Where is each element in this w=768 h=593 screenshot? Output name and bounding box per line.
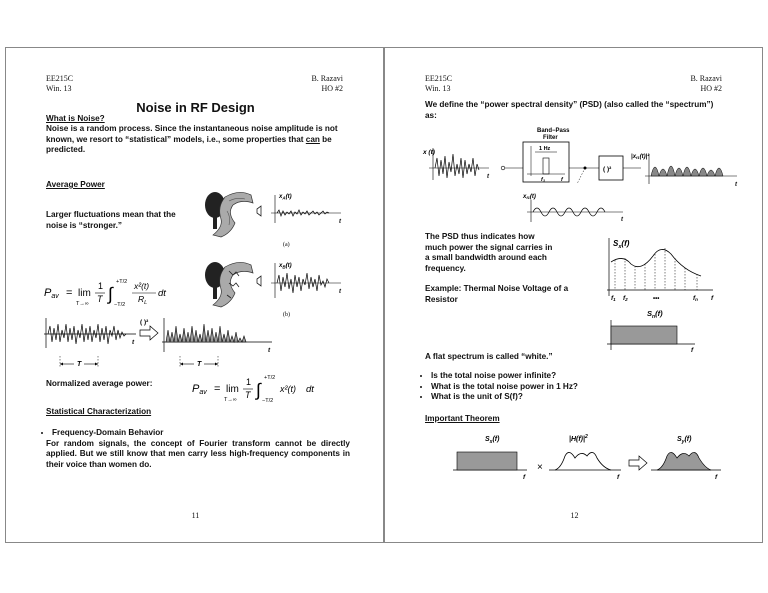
- average-power-heading: Average Power: [46, 180, 105, 189]
- page-title: Noise in RF Design: [136, 100, 255, 115]
- squared-output-waveform: [651, 166, 723, 176]
- svg-text:( )²: ( )²: [140, 319, 149, 326]
- page-12: [384, 47, 763, 543]
- svg-text:f1: f1: [611, 295, 616, 302]
- svg-text:x²(t): x²(t): [134, 281, 150, 291]
- page-11: [5, 47, 384, 543]
- svg-text:•••: •••: [653, 296, 660, 302]
- svg-text:T: T: [77, 361, 82, 368]
- microphone-icon: [257, 276, 261, 286]
- svg-text:f2: f2: [623, 295, 628, 302]
- list-item: • What is the total noise power in 1 Hz?: [431, 382, 719, 393]
- svg-text:Pav: Pav: [192, 383, 207, 396]
- svg-text:f1: f1: [541, 177, 546, 183]
- svg-text:1: 1: [98, 281, 104, 291]
- input-spectrum: [457, 452, 517, 470]
- svg-text:=: =: [214, 383, 221, 395]
- svg-text:|xf1(t)|²: |xf1(t)|²: [631, 154, 650, 160]
- example-text: Example: Thermal Noise Voltage of a Resistor: [425, 284, 569, 304]
- svg-text:lim: lim: [78, 288, 91, 299]
- theorem-heading: Important Theorem: [425, 414, 500, 423]
- svg-text:t: t: [268, 347, 271, 354]
- list-item: • What is the unit of S(f)?: [431, 392, 719, 403]
- svg-text:dt: dt: [306, 384, 314, 395]
- svg-text:x (t): x (t): [423, 149, 435, 156]
- sx-spectrum-plot: [601, 234, 721, 304]
- svg-text:t: t: [339, 219, 341, 225]
- svg-text:=: =: [66, 287, 73, 299]
- header-left: EE215C Win. 13: [425, 74, 453, 93]
- theorem-figure: [445, 432, 725, 482]
- microphone-icon: [257, 206, 261, 216]
- svg-text:(a): (a): [283, 242, 290, 248]
- svg-text:T→∞: T→∞: [224, 397, 237, 403]
- svg-text:T: T: [245, 390, 251, 400]
- xb-label: $x_B(t)$: [279, 263, 292, 270]
- page-number: 12: [570, 511, 579, 520]
- svg-text:f: f: [711, 295, 714, 302]
- svg-text:1: 1: [246, 377, 252, 387]
- header-left: EE215C Win. 13: [46, 74, 74, 93]
- svg-text:t: t: [132, 339, 135, 346]
- white-noise-level: [611, 326, 677, 344]
- svg-text:−T/2: −T/2: [262, 398, 274, 404]
- spectrum-curve: [611, 249, 701, 276]
- svg-text:( )²: ( )²: [603, 166, 612, 173]
- svg-text:∫: ∫: [108, 284, 113, 304]
- fluctuation-text: Larger fluctuations mean that the noise is “stronger.”: [46, 210, 176, 230]
- svg-text:t: t: [735, 182, 737, 188]
- svg-text:fn: fn: [693, 295, 698, 302]
- svg-text:f: f: [715, 474, 718, 481]
- svg-text:t: t: [487, 174, 489, 180]
- svg-text:T: T: [197, 361, 202, 368]
- svg-text:f: f: [691, 347, 694, 352]
- question-list: [419, 371, 719, 403]
- svg-text:t: t: [621, 217, 623, 223]
- svg-text:Filter: Filter: [543, 135, 558, 141]
- svg-text:Sx(f): $S_x(f)$: [613, 239, 630, 250]
- normalized-pav-formula: [190, 370, 330, 406]
- xa-label: $x_A(t)$: [279, 194, 292, 201]
- svg-text:x²(t): x²(t): [280, 384, 296, 394]
- svg-text:Sy(f): $S_y(f)$: [677, 436, 692, 445]
- arrow-right-icon: [629, 456, 647, 470]
- svg-text:lim: lim: [226, 384, 239, 395]
- psd-intro: We define the “power spectral density” (PSD) (also called the “spectrum”) as:: [425, 100, 714, 120]
- svg-text:|H(f)|2: $|H(f)|^2$: [569, 434, 588, 443]
- svg-text:(b): (b): [283, 312, 290, 318]
- river-noise-figure: [191, 183, 371, 323]
- svg-text:T→∞: T→∞: [76, 301, 89, 307]
- frequency-section: • Frequency-Domain Behavior For random signals, the concept of Fourier transform cannot be directly applied. But we still know that men carry less high-frequency components in their voice than women do.: [40, 428, 350, 470]
- svg-text:1 Hz: 1 Hz: [539, 146, 551, 152]
- svg-text:T: T: [97, 294, 103, 304]
- header-right: B. Razavi HO #2: [690, 74, 722, 93]
- sn-white-spectrum: [601, 306, 721, 352]
- white-text: A flat spectrum is called “white.”: [425, 352, 553, 361]
- squaring-figure: [40, 312, 280, 370]
- svg-text:+T/2: +T/2: [264, 375, 276, 381]
- svg-text:−T/2: −T/2: [114, 302, 126, 308]
- normalized-text: Normalized average power:: [46, 379, 153, 388]
- what-heading: What is Noise?: [46, 114, 105, 123]
- list-item: • Is the total noise power infinite?: [431, 371, 719, 382]
- svg-text:f: f: [523, 474, 526, 481]
- filter-response: [555, 452, 611, 470]
- page-number: 11: [191, 511, 200, 520]
- input-waveform: [435, 154, 479, 178]
- svg-text:dt: dt: [158, 288, 166, 299]
- psd-measurement-diagram: [419, 124, 749, 224]
- svg-text:t: t: [339, 289, 341, 295]
- svg-text:+T/2: +T/2: [116, 279, 128, 285]
- arrow-right-icon: [140, 326, 158, 340]
- svg-text:xf1(t): xf1(t): [523, 194, 536, 200]
- svg-text:RL: $R_L$: [138, 294, 148, 306]
- svg-text:∫: ∫: [256, 380, 261, 400]
- svg-text:f: f: [617, 474, 620, 481]
- statistical-heading: Statistical Characterization: [46, 407, 152, 416]
- psd-description: The PSD thus indicates how much power the signal carries in a small bandwidth around each frequency.: [425, 232, 553, 273]
- svg-text:Band−Pass: Band−Pass: [537, 128, 570, 134]
- svg-text:f: f: [561, 177, 563, 183]
- svg-text:Sn(f): $S_n(f)$: [647, 309, 663, 320]
- header-right: B. Razavi HO #2: [311, 74, 343, 93]
- what-paragraph: Noise is a random process. Since the instantaneous noise amplitude is not known, we resort to “statistical” models, i.e., some properties that can be predicted.: [46, 124, 338, 154]
- svg-text:Pav: Pav: [44, 287, 59, 300]
- pav-formula: [42, 274, 192, 310]
- squared-waveform: [166, 324, 246, 342]
- svg-text:×: ×: [537, 462, 543, 473]
- svg-text:Sx(f): $S_x(f)$: [485, 436, 500, 445]
- output-spectrum: [657, 452, 711, 470]
